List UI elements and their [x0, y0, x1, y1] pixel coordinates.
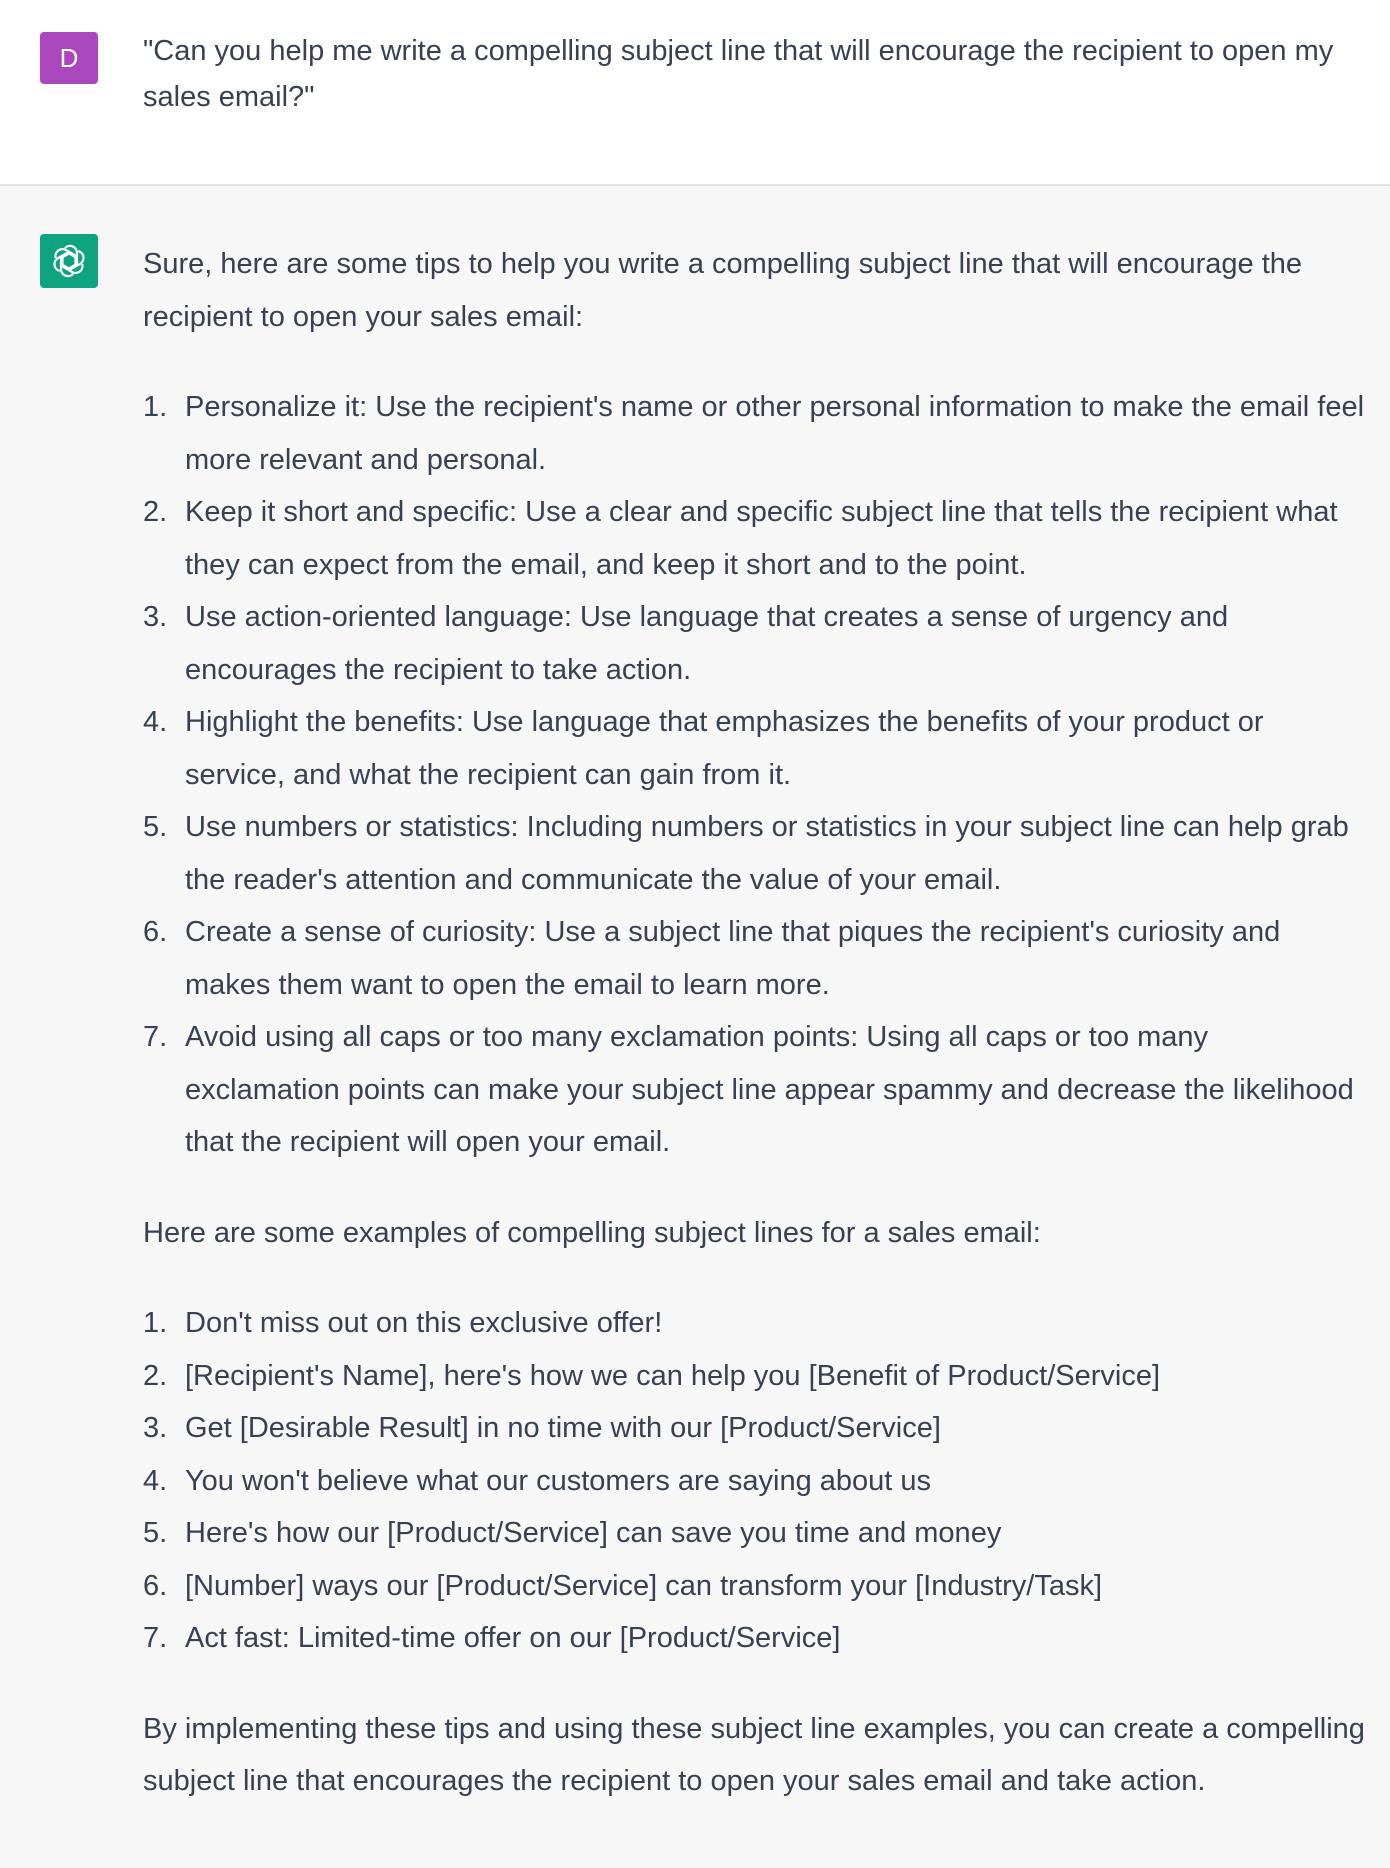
example-text: Get [Desirable Result] in no time with our [Product/Service]	[185, 1412, 941, 1444]
tips-list	[143, 381, 1368, 1169]
assistant-answer	[143, 238, 1368, 1808]
list-number: 4.	[143, 1464, 168, 1497]
example-item	[143, 1560, 1368, 1613]
example-item	[143, 1455, 1368, 1508]
examples-intro: Here are some examples of compelling subject lines for a sales email:	[143, 1216, 1041, 1249]
tip-text: Create a sense of curiosity: Use a subject line that piques the recipient's curiosity and makes them want to open the email to learn more.	[185, 916, 1281, 1001]
example-text: Here's how our [Product/Service] can save you time and money	[185, 1517, 1002, 1549]
assistant-message	[0, 186, 1390, 1868]
example-text: You won't believe what our customers are saying about us	[185, 1464, 932, 1497]
example-item	[143, 1612, 1368, 1665]
example-text: Act fast: Limited-time offer on our [Product/Service]	[185, 1622, 841, 1654]
user-avatar: D	[40, 32, 98, 84]
assistant-avatar	[40, 234, 98, 288]
list-number: 1.	[143, 1307, 168, 1339]
list-number: 1.	[143, 391, 168, 423]
list-number: 3.	[143, 1412, 168, 1444]
answer-conclusion: By implementing these tips and using these subject line examples, you can create a compelling subject line that encourages the recipient to open your sales email and take action.	[143, 1712, 1365, 1797]
list-number: 5.	[143, 811, 168, 843]
example-text: [Recipient's Name], here's how we can help you [Benefit of Product/Service]	[185, 1359, 1161, 1392]
example-item	[143, 1297, 1368, 1350]
tip-item	[143, 1011, 1368, 1169]
tip-item	[143, 801, 1368, 906]
list-number: 2.	[143, 1359, 168, 1392]
list-number: 2.	[143, 496, 168, 528]
list-number: 7.	[143, 1021, 168, 1053]
tip-text: Use action-oriented language: Use language that creates a sense of urgency and encourages the recipient to take action.	[185, 601, 1229, 686]
example-text: Don't miss out on this exclusive offer!	[185, 1307, 663, 1339]
examples-list	[143, 1297, 1368, 1665]
example-item	[143, 1507, 1368, 1560]
tip-text: Use numbers or statistics: Including numbers or statistics in your subject line can help grab the reader's attention and communicate the value of your email.	[185, 811, 1349, 896]
list-number: 5.	[143, 1517, 168, 1549]
example-text: [Number] ways our [Product/Service] can transform your [Industry/Task]	[185, 1569, 1103, 1602]
user-message	[0, 0, 1390, 186]
openai-logo-icon	[49, 241, 89, 281]
tip-item	[143, 381, 1368, 486]
tip-text: Keep it short and specific: Use a clear and specific subject line that tells the recipient what they can expect from the email, and keep it short and to the point.	[185, 496, 1338, 581]
tip-text: Highlight the benefits: Use language that emphasizes the benefits of your product or service, and what the recipient can gain from it.	[185, 706, 1264, 791]
list-number: 3.	[143, 601, 168, 633]
tip-item	[143, 696, 1368, 801]
tip-text: Personalize it: Use the recipient's name or other personal information to make the email feel more relevant and personal.	[185, 391, 1365, 476]
list-number: 4.	[143, 706, 168, 738]
example-item	[143, 1402, 1368, 1455]
user-message-text: "Can you help me write a compelling subject line that will encourage the recipient to open my sales email?"	[143, 35, 1334, 113]
tip-item	[143, 591, 1368, 696]
tip-item	[143, 486, 1368, 591]
list-number: 7.	[143, 1622, 168, 1654]
tip-text: Avoid using all caps or too many exclamation points: Using all caps or too many exclamation points can make your subject line appear spammy and decrease the likelihood that the recipient will open your email.	[185, 1021, 1354, 1158]
answer-intro: Sure, here are some tips to help you write a compelling subject line that will encourage the recipient to open your sales email:	[143, 248, 1303, 333]
list-number: 6.	[143, 916, 168, 948]
example-item	[143, 1350, 1368, 1403]
tip-item	[143, 906, 1368, 1011]
list-number: 6.	[143, 1569, 168, 1602]
